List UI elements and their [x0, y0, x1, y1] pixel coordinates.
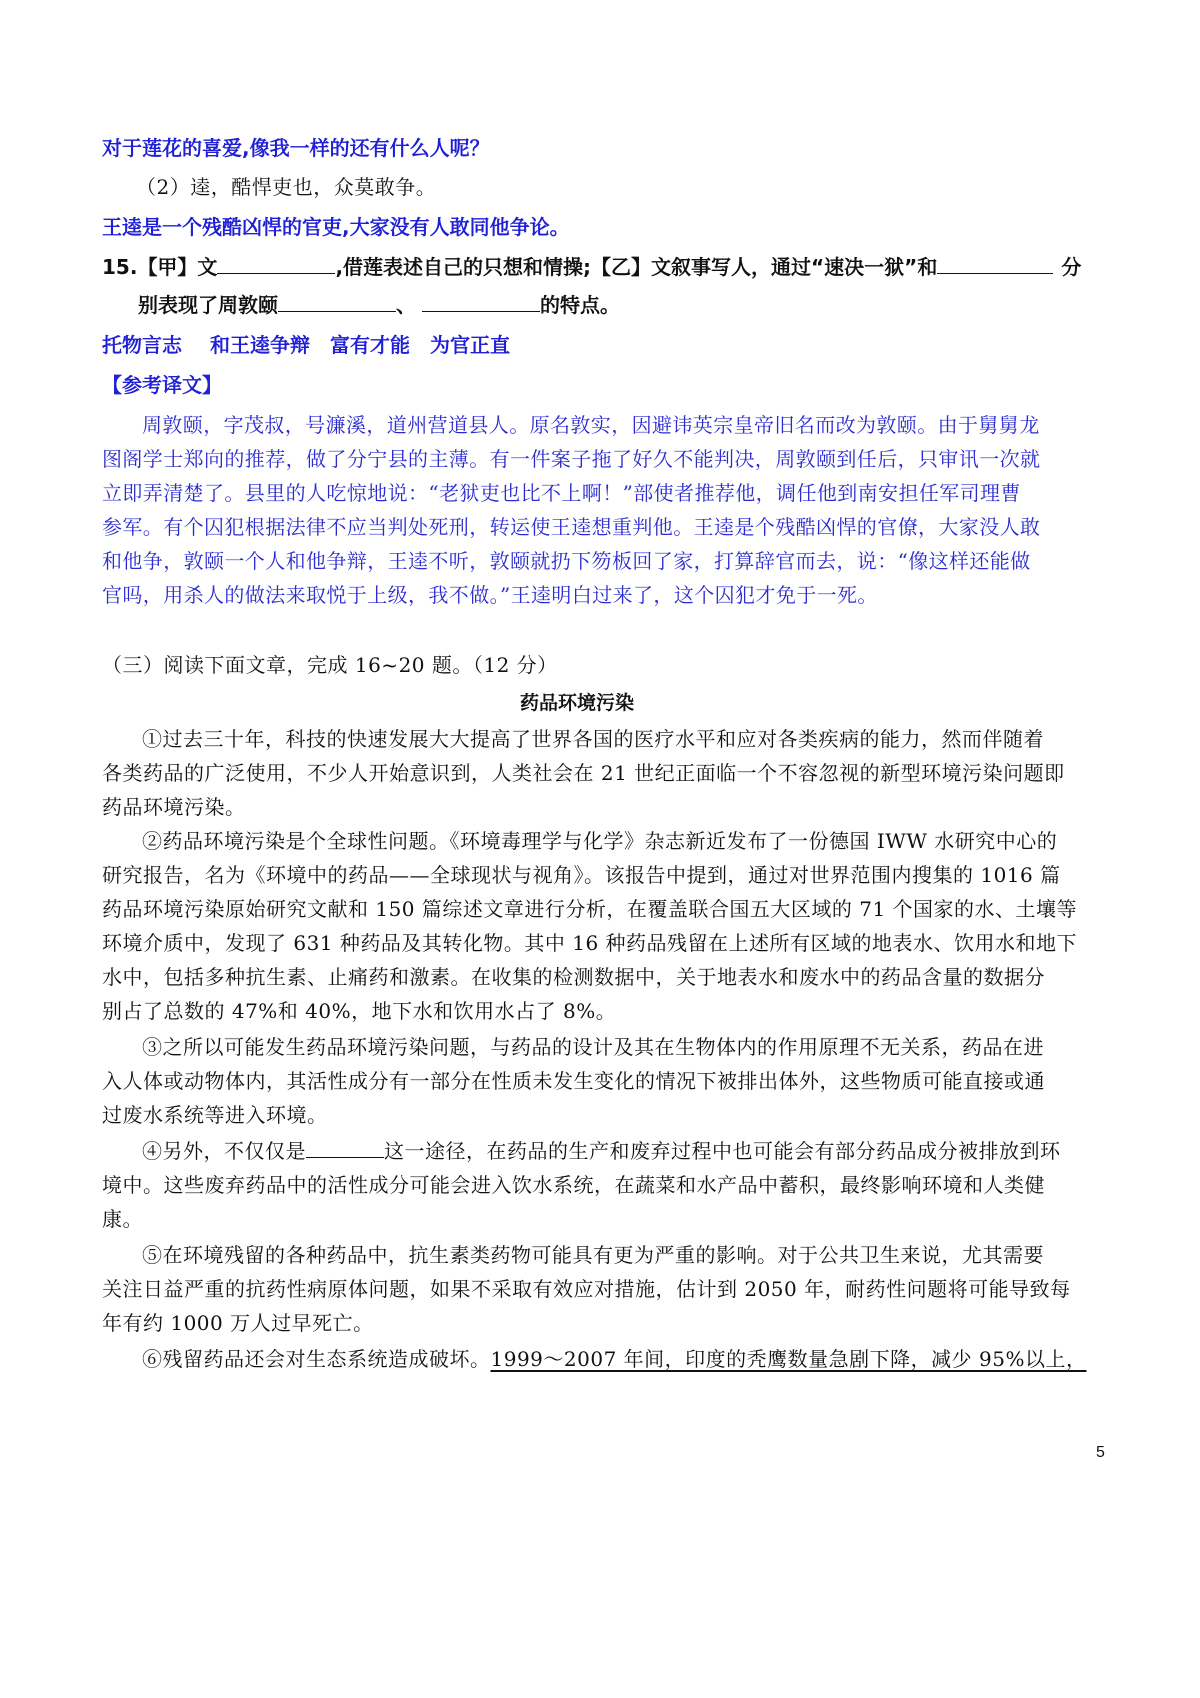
question-2: （2）逵，酷悍吏也，众莫敢争。	[136, 175, 437, 199]
article-line: 环境介质中，发现了 631 种药品及其转化物。其中 16 种药品残留在上述所有区域的地表水、饮用水和地下	[102, 931, 1078, 955]
article-line: 过废水系统等进入环境。	[102, 1103, 328, 1127]
answer-15-item: 和王逵争辩	[210, 333, 310, 357]
article-line	[142, 1137, 1061, 1165]
answer-15	[102, 331, 510, 359]
article-text: 这一途径，在药品的生产和废弃过程中也可能会有部分药品成分被排放到环	[384, 1139, 1061, 1163]
article-line: 入人体或动物体内，其活性成分有一部分在性质未发生变化的情况下被排出体外，这些物质可能直接或通	[102, 1069, 1045, 1093]
article-line: 水中，包括多种抗生素、止痛药和激素。在收集的检测数据中，关于地表水和废水中的药品含量的数据分	[102, 965, 1045, 989]
article-line: 境中。这些废弃药品中的活性成分可能会进入饮水系统，在蔬菜和水产品中蓄积，最终影响环境和人类健	[102, 1173, 1045, 1197]
article-line: 药品环境污染。	[102, 795, 246, 819]
article-line: 药品环境污染原始研究文献和 150 篇综述文章进行分析，在覆盖联合国五大区域的 71 个国家的水、土壤等	[102, 897, 1078, 921]
answer-1: 对于莲花的喜爱,像我一样的还有什么人呢？	[102, 136, 490, 160]
blank-5	[306, 1137, 384, 1158]
answer-15-item: 为官正直	[430, 333, 510, 357]
article-line: ③之所以可能发生药品环境污染问题，与药品的设计及其在生物体内的作用原理不无关系，药品在进	[142, 1035, 1044, 1059]
answer-15-item: 富有才能	[330, 333, 410, 357]
underlined-text: 1999～2007 年间，印度的秃鹰数量急剧下降，减少 95%以上，	[490, 1347, 1087, 1371]
answer-2: 王逵是一个残酷凶悍的官吏,大家没有人敢同他争论。	[102, 215, 570, 239]
blank-2	[937, 253, 1053, 274]
translation-line: 官吗，用杀人的做法来取悦于上级，我不做。”王逵明白过来了，这个囚犯才免于一死。	[102, 583, 878, 607]
question-15-number: 15.	[102, 255, 138, 279]
article-line: ②药品环境污染是个全球性问题。《环境毒理学与化学》杂志新近发布了一份德国 IWW 水研究中心的	[142, 829, 1058, 853]
article-line: 年有约 1000 万人过早死亡。	[102, 1311, 374, 1335]
article-line	[142, 1345, 1086, 1373]
question-15-line-2	[138, 291, 620, 319]
article-title: 药品环境污染	[520, 692, 635, 714]
page-number: 5	[1096, 1444, 1105, 1461]
translation-line: 参军。有个囚犯根据法律不应当判处死刑，转运使王逵想重判他。王逵是个残酷凶悍的官僚，大家没人敢	[102, 515, 1041, 539]
blank-4	[422, 291, 540, 312]
translation-line: 立即弄清楚了。县里的人吃惊地说：“老狱吏也比不上啊！”部使者推荐他，调任他到南安担任军司理曹	[102, 481, 1021, 505]
article-line: 各类药品的广泛使用，不少人开始意识到，人类社会在 21 世纪正面临一个不容忽视的新型环境污染问题即	[102, 761, 1065, 785]
question-15-part-1: 【甲】文	[137, 255, 218, 279]
article-line: ①过去三十年，科技的快速发展大大提高了世界各国的医疗水平和应对各类疾病的能力，然而伴随着	[142, 727, 1044, 751]
article-line: 关注日益严重的抗药性病原体问题，如果不采取有效应对措施，估计到 2050 年，耐药性问题将可能导致每	[102, 1277, 1071, 1301]
question-15-part-5: 、	[396, 293, 416, 317]
answer-15-item: 托物言志	[102, 333, 182, 357]
blank-1	[217, 253, 335, 274]
article-line: 研究报告，名为《环境中的药品——全球现状与视角》。该报告中提到，通过对世界范围内搜集的 1016 篇	[102, 863, 1061, 887]
blank-3	[278, 291, 396, 312]
question-15-part-3: 分	[1061, 255, 1082, 279]
question-15-part-4: 别表现了周敦颐	[138, 293, 278, 317]
question-15-line-1	[102, 253, 1081, 281]
article-text: ⑥残留药品还会对生态系统造成破坏。	[142, 1347, 491, 1371]
article-line: 别占了总数的 47%和 40%，地下水和饮用水占了 8%。	[102, 999, 617, 1023]
question-15-part-2: ,借莲表述自己的只想和情操;【乙】文叙事写人，通过“速决一狱”和	[335, 255, 938, 279]
article-text: ④另外，不仅仅是	[142, 1139, 306, 1163]
translation-line: 和他争，敦颐一个人和他争辩，王逵不听，敦颐就扔下笏板回了家，打算辞官而去，说：“像这样还能做	[102, 549, 1031, 573]
question-15-part-6: 的特点。	[540, 293, 620, 317]
article-line: 康。	[102, 1207, 143, 1231]
translation-line: 周敦颐，字茂叔，号濂溪，道州营道县人。原名敦实，因避讳英宗皇帝旧名而改为敦颐。由于舅舅龙	[142, 413, 1040, 437]
translation-line: 图阁学士郑向的推荐，做了分宁县的主薄。有一件案子拖了好久不能判决，周敦颐到任后，只审讯一次就	[102, 447, 1041, 471]
reference-translation-label: 【参考译文】	[102, 373, 222, 397]
article-line: ⑤在环境残留的各种药品中，抗生素类药物可能具有更为严重的影响。对于公共卫生来说，尤其需要	[142, 1243, 1044, 1267]
section-3-intro: （三）阅读下面文章，完成 16~20 题。（12 分）	[102, 653, 558, 677]
